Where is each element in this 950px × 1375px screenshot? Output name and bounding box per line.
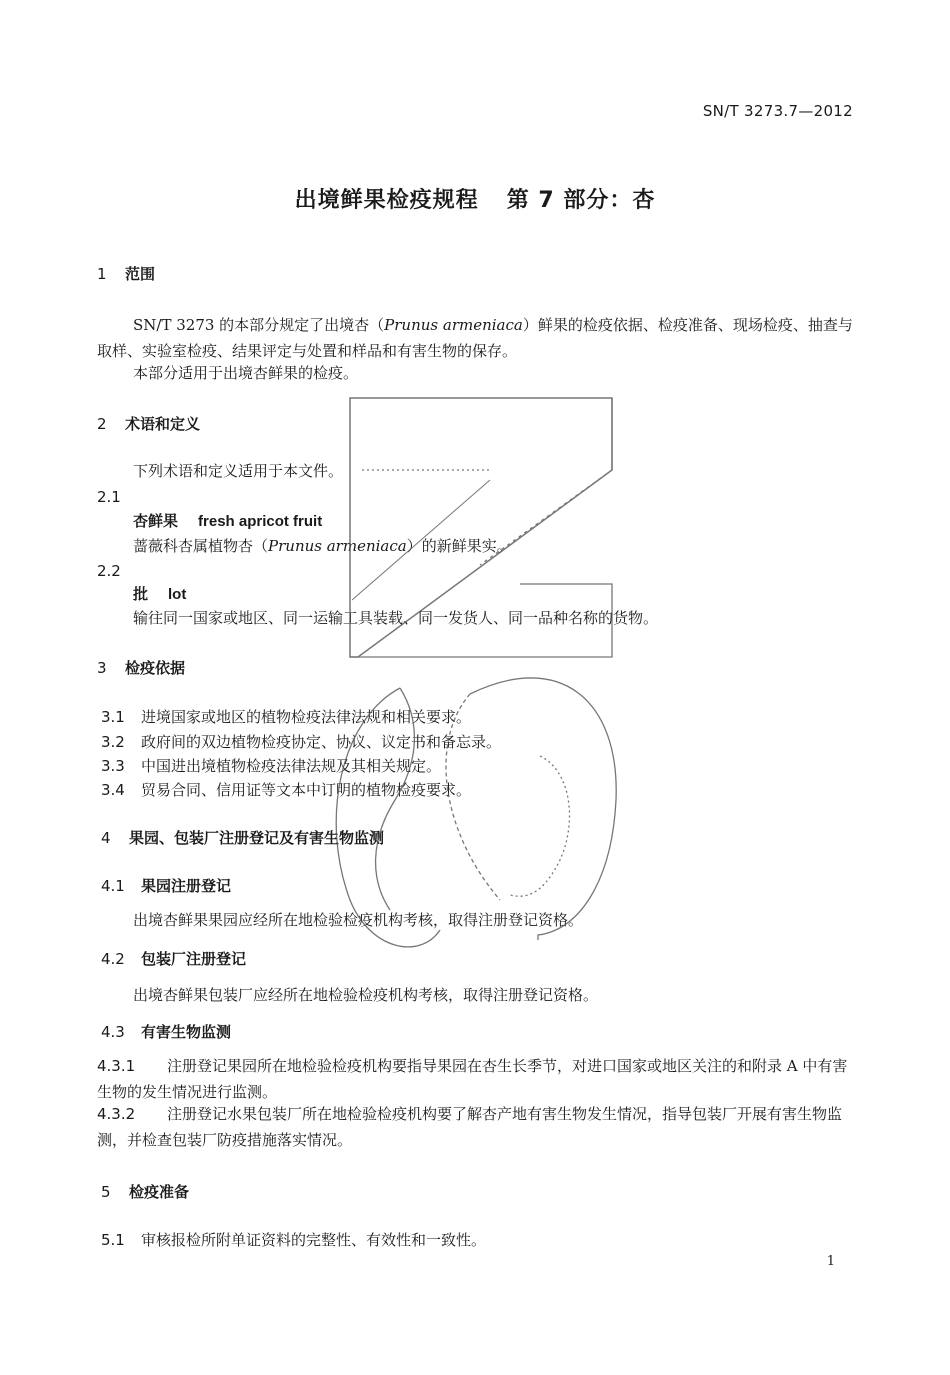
section-4-heading: 4 果园、包装厂注册登记及有害生物监测 bbox=[101, 829, 385, 847]
section-5-heading: 5 检疫准备 bbox=[101, 1183, 190, 1201]
list-item-3-1: 3.1 进境国家或地区的植物检疫法律法规和相关要求。 bbox=[101, 708, 472, 726]
title-main: 出境鲜果检疫规程 bbox=[294, 188, 479, 213]
term-2-2-number: 2.2 bbox=[97, 562, 121, 580]
document-title bbox=[0, 183, 950, 214]
subsection-4-1-heading: 4.1 果园注册登记 bbox=[101, 877, 232, 895]
subsection-4-1-text: 出境杏鲜果果园应经所在地检验检疫机构考核，取得注册登记资格。 bbox=[133, 911, 584, 929]
list-item-3-2: 3.2 政府间的双边植物检疫协定、协议、议定书和备忘录。 bbox=[101, 733, 502, 751]
clause-5-1: 5.1 审核报检所附单证资料的完整性、有效性和一致性。 bbox=[101, 1231, 487, 1249]
section-2-heading: 2 术语和定义 bbox=[97, 415, 201, 433]
subsection-4-3-heading: 4.3 有害生物监测 bbox=[101, 1023, 232, 1041]
subsection-4-2-text: 出境杏鲜果包装厂应经所在地检验检疫机构考核，取得注册登记资格。 bbox=[133, 986, 599, 1004]
list-item-3-3: 3.3 中国进出境植物检疫法律法规及其相关规定。 bbox=[101, 757, 442, 775]
title-part: 第 7 部分：杏 bbox=[506, 188, 656, 213]
term-2-2-definition: 输往同一国家或地区、同一运输工具装载、同一发货人、同一品种名称的货物。 bbox=[133, 609, 659, 627]
clause-4-3-1: 4.3.1 注册登记果园所在地检验检疫机构要指导果园在杏生长季节，对进口国家或地区关注的和附录 A 中有害生物的发生情况进行监测。 bbox=[97, 1057, 848, 1101]
section-1-heading: 1 范围 bbox=[97, 265, 156, 283]
page-number: 1 bbox=[826, 1254, 835, 1269]
subsection-4-2-heading: 4.2 包装厂注册登记 bbox=[101, 950, 247, 968]
clause-4-3-2: 4.3.2 注册登记水果包装厂所在地检验检疫机构要了解杏产地有害生物发生情况，指导包装厂开展有害生物监测，并检查包装厂防疫措施落实情况。 bbox=[97, 1105, 843, 1149]
term-2-1-heading: 杏鲜果 fresh apricot fruit bbox=[133, 512, 323, 530]
term-2-2-heading: 批 lot bbox=[133, 585, 187, 603]
section-3-heading: 3 检疫依据 bbox=[97, 659, 186, 677]
section-2-intro: 下列术语和定义适用于本文件。 bbox=[133, 462, 344, 480]
standard-code: SN/T 3273.7—2012 bbox=[702, 102, 853, 120]
term-2-1-definition: 蔷薇科杏属植物杏（Prunus armeniaca）的新鲜果实。 bbox=[133, 537, 512, 555]
list-item-3-4: 3.4 贸易合同、信用证等文本中订明的植物检疫要求。 bbox=[101, 781, 472, 799]
term-2-1-number: 2.1 bbox=[97, 488, 121, 506]
section-1-paragraph-1: SN/T 3273 的本部分规定了出境杏（Prunus armeniaca）鲜果的检疫依据、检疫准备、现场检疫、抽查与取样、实验室检疫、结果评定与处置和样品和有害生物的保存。 bbox=[97, 316, 853, 360]
section-1-paragraph-2: 本部分适用于出境杏鲜果的检疫。 bbox=[133, 364, 359, 382]
